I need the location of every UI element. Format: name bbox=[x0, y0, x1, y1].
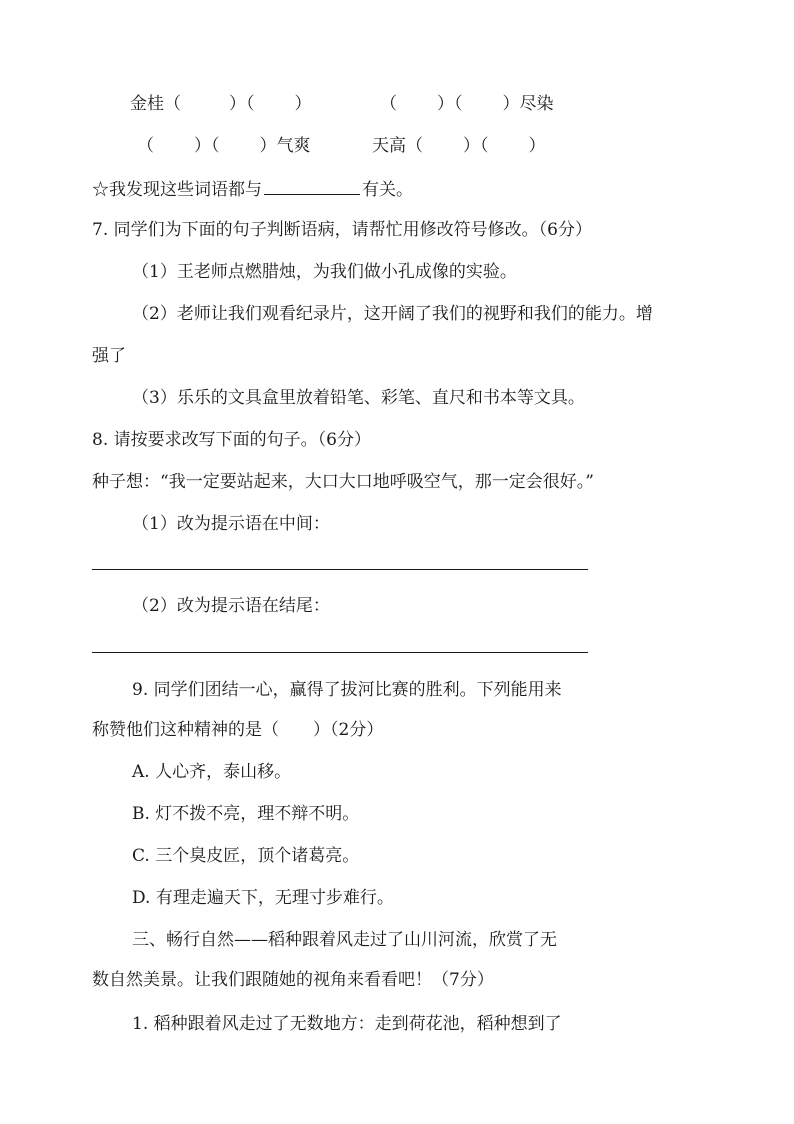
idiom-row-2b bbox=[372, 134, 546, 158]
q9-line-1: 9. 同学们团结一心，赢得了拔河比赛的胜利。下列能用来 bbox=[132, 680, 562, 700]
idiom-3-part-3: ）气爽 bbox=[259, 136, 311, 156]
section-3-q1: 1. 稻种跟着风走过了无数地方：走到荷花池，稻种想到了 bbox=[132, 1014, 562, 1034]
q8-prompt-1: （1）改为提示语在中间： bbox=[132, 514, 330, 534]
q9-line-2: 称赞他们这种精神的是（ ）（2分） bbox=[92, 720, 384, 740]
q9-option-b[interactable]: B. 灯不拨不亮，理不辩不明。 bbox=[132, 804, 360, 824]
q7-sentence-3: （3）乐乐的文具盒里放着铅笔、彩笔、直尺和书本等文具。 bbox=[132, 388, 585, 408]
idiom-1-part-2: ）（ bbox=[229, 94, 255, 114]
idiom-2-part-2: ）（ bbox=[437, 94, 463, 114]
idiom-1-part-1: 金桂（ bbox=[130, 94, 181, 114]
q9-option-c[interactable]: C. 三个臭皮匠，顶个诸葛亮。 bbox=[132, 846, 360, 866]
idiom-3-part-1: （ bbox=[137, 136, 154, 156]
idiom-3-part-2: ）（ bbox=[194, 136, 220, 156]
idiom-4-part-3: ） bbox=[528, 136, 546, 156]
idiom-2-part-1: （ bbox=[380, 94, 397, 114]
idiom-row-1 bbox=[130, 92, 312, 116]
q8-prompt-2: （2）改为提示语在结尾： bbox=[132, 596, 330, 616]
idiom-4-part-2: ）（ bbox=[463, 136, 489, 156]
q8-sentence: 种子想：“我一定要站起来，大口大口地呼吸空气，那一定会很好。” bbox=[92, 472, 594, 492]
discovery-line bbox=[92, 176, 413, 202]
idiom-2-part-3: ）尽染 bbox=[502, 94, 554, 114]
discovery-suffix: 有关。 bbox=[362, 180, 413, 200]
idiom-row-2 bbox=[137, 134, 311, 158]
q8-answer-line-2[interactable] bbox=[92, 652, 588, 653]
idiom-4-part-1: 天高（ bbox=[372, 136, 423, 156]
discovery-blank[interactable] bbox=[264, 176, 360, 195]
q7-title: 7. 同学们为下面的句子判断语病，请帮忙用修改符号修改。（6分） bbox=[92, 220, 592, 240]
idiom-1-part-3: ） bbox=[294, 94, 312, 114]
q9-option-a[interactable]: A. 人心齐，泰山移。 bbox=[132, 762, 292, 782]
idiom-row-1b bbox=[380, 92, 554, 116]
q7-sentence-1: （1）王老师点燃腊烛，为我们做小孔成像的实验。 bbox=[132, 262, 517, 282]
section-3-line-1: 三、畅行自然——稻种跟着风走过了山川河流，欣赏了无 bbox=[132, 930, 557, 950]
section-3-line-2: 数自然美景。让我们跟随她的视角来看看吧！（7分） bbox=[92, 970, 494, 990]
q8-title: 8. 请按要求改写下面的句子。（6分） bbox=[92, 430, 371, 450]
q7-sentence-2-cont: 强了 bbox=[92, 346, 126, 366]
q7-sentence-2: （2）老师让我们观看纪录片，这开阔了我们的视野和我们的能力。增 bbox=[132, 304, 653, 324]
discovery-prefix: ☆我发现这些词语都与 bbox=[92, 180, 262, 200]
q8-answer-line-1[interactable] bbox=[92, 569, 588, 570]
q9-option-d[interactable]: D. 有理走遍天下，无理寸步难行。 bbox=[132, 888, 394, 908]
